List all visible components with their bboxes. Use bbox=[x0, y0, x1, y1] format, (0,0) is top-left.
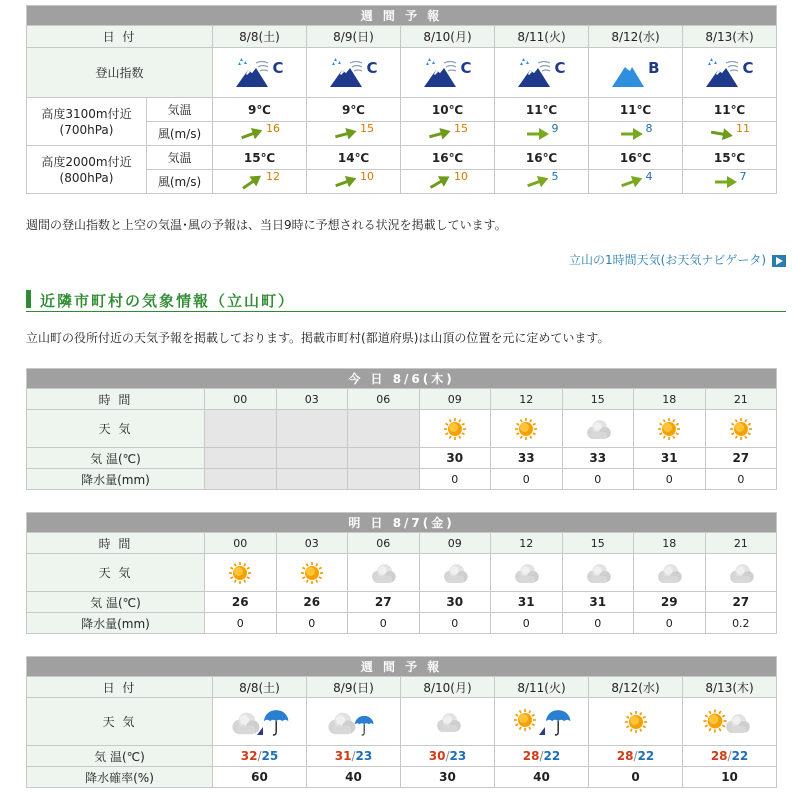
date-cell: 8/12(水) bbox=[589, 26, 683, 48]
date-cell: 8/9(日) bbox=[307, 677, 401, 698]
hour-cell: 21 bbox=[705, 389, 777, 410]
temp-separator: / bbox=[539, 749, 544, 763]
mountain-weekly-header: 週 間 予 報 bbox=[27, 6, 777, 26]
hour-temp: 30 bbox=[419, 592, 491, 613]
sun-then-rain-icon bbox=[512, 714, 572, 728]
climbing-grade: C bbox=[554, 58, 566, 77]
hour-precip bbox=[348, 469, 420, 490]
wind-arrow-icon bbox=[333, 126, 359, 140]
temp-high: 32 bbox=[240, 749, 258, 763]
precip-chance: 30 bbox=[401, 767, 495, 788]
climbing-index-cell bbox=[683, 48, 777, 98]
hour-cell: 06 bbox=[348, 533, 420, 554]
cloud-icon bbox=[511, 565, 541, 579]
date-label: 日 付 bbox=[27, 26, 213, 48]
wind-cell bbox=[401, 122, 495, 146]
day-temp bbox=[683, 746, 777, 767]
section-title-bar bbox=[26, 290, 31, 308]
wind-speed: 12 bbox=[266, 170, 280, 183]
hour-precip: 0 bbox=[562, 469, 634, 490]
wind-arrow-icon bbox=[239, 126, 265, 140]
temp-high: 28 bbox=[616, 749, 634, 763]
hour-cell: 15 bbox=[562, 533, 634, 554]
sun-icon bbox=[225, 565, 255, 579]
wind-speed: 9 bbox=[551, 122, 559, 135]
climbing-index-cell bbox=[589, 48, 683, 98]
tomorrow-header: 明 日 8/7(金) bbox=[27, 513, 777, 533]
hour-cell: 00 bbox=[205, 389, 277, 410]
hour-cell: 12 bbox=[491, 389, 563, 410]
hour-cell: 00 bbox=[205, 533, 277, 554]
wind-arrow-icon bbox=[709, 126, 735, 140]
wind-cell bbox=[307, 122, 401, 146]
hourly-weather-link[interactable] bbox=[569, 251, 786, 268]
temp-low: 25 bbox=[261, 749, 279, 763]
hour-weather-cell bbox=[634, 554, 706, 592]
date-cell: 8/10(月) bbox=[401, 26, 495, 48]
wind-speed: 11 bbox=[736, 122, 751, 135]
section-title bbox=[26, 288, 786, 312]
temp-high: 28 bbox=[522, 749, 540, 763]
mountain-windy-icon bbox=[422, 55, 474, 91]
wind-speed: 5 bbox=[551, 170, 559, 183]
cloud-icon bbox=[583, 565, 613, 579]
temp-low: 22 bbox=[543, 749, 561, 763]
hour-weather-cell bbox=[634, 410, 706, 448]
hour-weather-cell bbox=[348, 410, 420, 448]
wind-arrow-icon bbox=[525, 174, 551, 188]
hour-weather-cell bbox=[276, 554, 348, 592]
sun-icon bbox=[511, 421, 541, 435]
upper-air-temp: 11℃ bbox=[495, 98, 589, 122]
precip-chance: 40 bbox=[307, 767, 401, 788]
hour-cell: 12 bbox=[491, 533, 563, 554]
today-header: 今 日 8/6(木) bbox=[27, 369, 777, 389]
date-cell: 8/12(水) bbox=[589, 677, 683, 698]
hour-weather-cell bbox=[562, 554, 634, 592]
hour-weather-cell bbox=[491, 554, 563, 592]
wind-speed: 10 bbox=[360, 170, 374, 183]
section-title-text: 近隣市町村の気象情報（立山町） bbox=[40, 292, 296, 310]
upper-air-temp: 15℃ bbox=[213, 146, 307, 170]
hour-precip: 0 bbox=[634, 613, 706, 634]
wind-speed: 10 bbox=[454, 170, 468, 183]
temp-low: 22 bbox=[637, 749, 655, 763]
altitude-2000-label bbox=[27, 146, 147, 194]
cloud-then-rain-icon bbox=[230, 714, 290, 728]
climbing-grade: C bbox=[742, 58, 754, 77]
hour-temp: 27 bbox=[348, 592, 420, 613]
hour-precip: 0.2 bbox=[705, 613, 777, 634]
town-weekly-header: 週 間 予 報 bbox=[27, 657, 777, 677]
hour-temp: 31 bbox=[562, 592, 634, 613]
mountain-weekly-table bbox=[26, 5, 777, 194]
hour-temp: 31 bbox=[491, 592, 563, 613]
hour-precip: 0 bbox=[491, 469, 563, 490]
upper-air-temp: 14℃ bbox=[307, 146, 401, 170]
precip-chance: 60 bbox=[213, 767, 307, 788]
hour-temp: 26 bbox=[276, 592, 348, 613]
upper-air-temp: 16℃ bbox=[589, 146, 683, 170]
climbing-grade: C bbox=[272, 58, 284, 77]
temp-separator: / bbox=[727, 749, 732, 763]
day-weather-cell bbox=[307, 698, 401, 746]
hour-cell: 15 bbox=[562, 389, 634, 410]
hour-temp: 31 bbox=[634, 448, 706, 469]
hour-cell: 09 bbox=[419, 533, 491, 554]
cloud-icon bbox=[726, 565, 756, 579]
temp-separator: / bbox=[633, 749, 638, 763]
temp-label: 気温 bbox=[147, 146, 213, 170]
hour-weather-cell bbox=[705, 410, 777, 448]
mountain-windy-icon bbox=[328, 55, 380, 91]
date-cell: 8/11(火) bbox=[495, 26, 589, 48]
sun-icon bbox=[621, 714, 651, 728]
hour-precip bbox=[205, 469, 277, 490]
upper-air-temp: 11℃ bbox=[589, 98, 683, 122]
temp-high: 28 bbox=[710, 749, 728, 763]
wind-speed: 7 bbox=[739, 170, 747, 183]
wind-label: 風(m/s) bbox=[147, 170, 213, 194]
hour-temp: 26 bbox=[205, 592, 277, 613]
day-temp bbox=[589, 746, 683, 767]
date-cell: 8/9(日) bbox=[307, 26, 401, 48]
hour-precip: 0 bbox=[562, 613, 634, 634]
sun-icon bbox=[654, 421, 684, 435]
climbing-grade: C bbox=[366, 58, 378, 77]
hour-weather-cell bbox=[348, 554, 420, 592]
mountain-clear-icon bbox=[610, 55, 662, 91]
wind-arrow-icon bbox=[427, 174, 453, 188]
day-weather-cell bbox=[683, 698, 777, 746]
town-weekly-table bbox=[26, 656, 777, 788]
day-temp bbox=[213, 746, 307, 767]
hour-weather-cell bbox=[276, 410, 348, 448]
upper-air-temp: 9℃ bbox=[213, 98, 307, 122]
hour-cell: 03 bbox=[276, 533, 348, 554]
cloud-icon bbox=[440, 565, 470, 579]
sun-icon bbox=[726, 421, 756, 435]
cloud-icon bbox=[583, 421, 613, 435]
mountain-windy-icon bbox=[704, 55, 756, 91]
wind-cell bbox=[589, 170, 683, 194]
altitude-3100-text: 高度3100m付近 bbox=[41, 106, 132, 121]
wind-cell bbox=[495, 122, 589, 146]
weather-label: 天 気 bbox=[27, 410, 205, 448]
upper-air-temp: 16℃ bbox=[495, 146, 589, 170]
hour-temp: 30 bbox=[419, 448, 491, 469]
hour-weather-cell bbox=[562, 410, 634, 448]
hour-temp bbox=[205, 448, 277, 469]
hourly-weather-link-text[interactable]: 立山の1時間天気(お天気ナビゲータ) bbox=[569, 253, 766, 267]
precip-chance: 10 bbox=[683, 767, 777, 788]
day-weather-cell bbox=[213, 698, 307, 746]
hour-cell: 21 bbox=[705, 533, 777, 554]
day-temp bbox=[495, 746, 589, 767]
hour-precip: 0 bbox=[634, 469, 706, 490]
hour-weather-cell bbox=[705, 554, 777, 592]
climbing-grade: C bbox=[460, 58, 472, 77]
hour-weather-cell bbox=[419, 554, 491, 592]
weather-label: 天 気 bbox=[27, 698, 213, 746]
temp-high: 31 bbox=[334, 749, 352, 763]
wind-cell bbox=[401, 170, 495, 194]
cloud-icon bbox=[654, 565, 684, 579]
wind-cell bbox=[495, 170, 589, 194]
time-label: 時 間 bbox=[27, 389, 205, 410]
wind-label: 風(m/s) bbox=[147, 122, 213, 146]
climbing-index-label: 登山指数 bbox=[27, 48, 213, 98]
day-weather-cell bbox=[401, 698, 495, 746]
climbing-index-cell bbox=[401, 48, 495, 98]
hour-cell: 09 bbox=[419, 389, 491, 410]
hour-precip: 0 bbox=[705, 469, 777, 490]
upper-air-temp: 16℃ bbox=[401, 146, 495, 170]
hour-precip: 0 bbox=[348, 613, 420, 634]
precip-chance: 40 bbox=[495, 767, 589, 788]
date-cell: 8/11(火) bbox=[495, 677, 589, 698]
hour-precip: 0 bbox=[276, 613, 348, 634]
upper-air-temp: 11℃ bbox=[683, 98, 777, 122]
wind-cell bbox=[683, 170, 777, 194]
mountain-windy-icon bbox=[516, 55, 568, 91]
date-cell: 8/10(月) bbox=[401, 677, 495, 698]
hour-temp bbox=[348, 448, 420, 469]
today-table bbox=[26, 368, 777, 490]
wind-arrow-icon bbox=[427, 126, 453, 140]
hour-weather-cell bbox=[491, 410, 563, 448]
wind-speed: 15 bbox=[360, 122, 374, 135]
temp-separator: / bbox=[257, 749, 262, 763]
altitude-3100-hpa: (700hPa) bbox=[59, 122, 114, 137]
altitude-3100-label bbox=[27, 98, 147, 146]
hour-precip: 0 bbox=[419, 469, 491, 490]
climbing-index-cell bbox=[307, 48, 401, 98]
temp-label: 気 温(℃) bbox=[27, 448, 205, 469]
hour-precip: 0 bbox=[491, 613, 563, 634]
sun-icon bbox=[297, 565, 327, 579]
wind-arrow-icon bbox=[713, 174, 739, 188]
temp-high: 30 bbox=[428, 749, 446, 763]
hour-precip bbox=[276, 469, 348, 490]
wind-arrow-icon bbox=[619, 126, 645, 140]
hour-weather-cell bbox=[205, 410, 277, 448]
upper-air-temp: 9℃ bbox=[307, 98, 401, 122]
temp-separator: / bbox=[351, 749, 356, 763]
weather-label: 天 気 bbox=[27, 554, 205, 592]
hour-cell: 06 bbox=[348, 389, 420, 410]
day-weather-cell bbox=[589, 698, 683, 746]
hour-precip: 0 bbox=[419, 613, 491, 634]
wind-speed: 4 bbox=[645, 170, 653, 183]
hour-cell: 03 bbox=[276, 389, 348, 410]
hour-cell: 18 bbox=[634, 389, 706, 410]
day-weather-cell bbox=[495, 698, 589, 746]
date-label: 日 付 bbox=[27, 677, 213, 698]
temp-low: 22 bbox=[731, 749, 749, 763]
hour-precip: 0 bbox=[205, 613, 277, 634]
day-temp bbox=[307, 746, 401, 767]
date-cell: 8/13(木) bbox=[683, 677, 777, 698]
hour-weather-cell bbox=[205, 554, 277, 592]
date-cell: 8/8(土) bbox=[213, 26, 307, 48]
temp-label: 気 温(℃) bbox=[27, 592, 205, 613]
temp-separator: / bbox=[445, 749, 450, 763]
time-label: 時 間 bbox=[27, 533, 205, 554]
hour-temp: 27 bbox=[705, 448, 777, 469]
hour-cell: 18 bbox=[634, 533, 706, 554]
wind-cell bbox=[213, 170, 307, 194]
precip-chance: 0 bbox=[589, 767, 683, 788]
wind-cell bbox=[213, 122, 307, 146]
precip-label: 降水確率(%) bbox=[27, 767, 213, 788]
sun-sometimes-cloud-icon bbox=[700, 714, 760, 728]
town-forecast-note: 立山町の役所付近の天気予報を掲載しております。掲載市町村(都道府県)は山頂の位置を元に定めています。 bbox=[26, 331, 610, 345]
hour-temp bbox=[276, 448, 348, 469]
wind-speed: 8 bbox=[645, 122, 653, 135]
date-cell: 8/8(土) bbox=[213, 677, 307, 698]
tomorrow-table bbox=[26, 512, 777, 634]
wind-arrow-icon bbox=[239, 174, 265, 188]
wind-arrow-icon bbox=[333, 174, 359, 188]
temp-label: 気 温(℃) bbox=[27, 746, 213, 767]
mountain-forecast-note: 週間の登山指数と上空の気温･風の予報は、当日9時に予想される状況を掲載しています。 bbox=[26, 218, 507, 232]
climbing-index-cell bbox=[495, 48, 589, 98]
hour-temp: 33 bbox=[562, 448, 634, 469]
mountain-windy-icon bbox=[234, 55, 286, 91]
wind-speed: 15 bbox=[454, 122, 468, 135]
day-temp bbox=[401, 746, 495, 767]
wind-cell bbox=[683, 122, 777, 146]
temp-low: 23 bbox=[449, 749, 467, 763]
cloud-icon bbox=[433, 714, 463, 728]
altitude-2000-hpa: (800hPa) bbox=[59, 170, 114, 185]
wind-cell bbox=[307, 170, 401, 194]
date-cell: 8/13(木) bbox=[683, 26, 777, 48]
hour-temp: 29 bbox=[634, 592, 706, 613]
upper-air-temp: 10℃ bbox=[401, 98, 495, 122]
hour-temp: 33 bbox=[491, 448, 563, 469]
precip-label: 降水量(mm) bbox=[27, 469, 205, 490]
wind-arrow-icon bbox=[619, 174, 645, 188]
play-arrow-icon[interactable] bbox=[772, 255, 786, 267]
cloud-sometimes-rain-icon bbox=[324, 714, 384, 728]
precip-label: 降水量(mm) bbox=[27, 613, 205, 634]
hour-weather-cell bbox=[419, 410, 491, 448]
sun-icon bbox=[440, 421, 470, 435]
climbing-index-cell bbox=[213, 48, 307, 98]
wind-speed: 16 bbox=[266, 122, 280, 135]
temp-label: 気温 bbox=[147, 98, 213, 122]
wind-arrow-icon bbox=[525, 126, 551, 140]
hour-temp: 27 bbox=[705, 592, 777, 613]
cloud-icon bbox=[368, 565, 398, 579]
temp-low: 23 bbox=[355, 749, 373, 763]
climbing-grade: B bbox=[648, 58, 660, 77]
altitude-2000-text: 高度2000m付近 bbox=[41, 154, 132, 169]
wind-cell bbox=[589, 122, 683, 146]
upper-air-temp: 15℃ bbox=[683, 146, 777, 170]
